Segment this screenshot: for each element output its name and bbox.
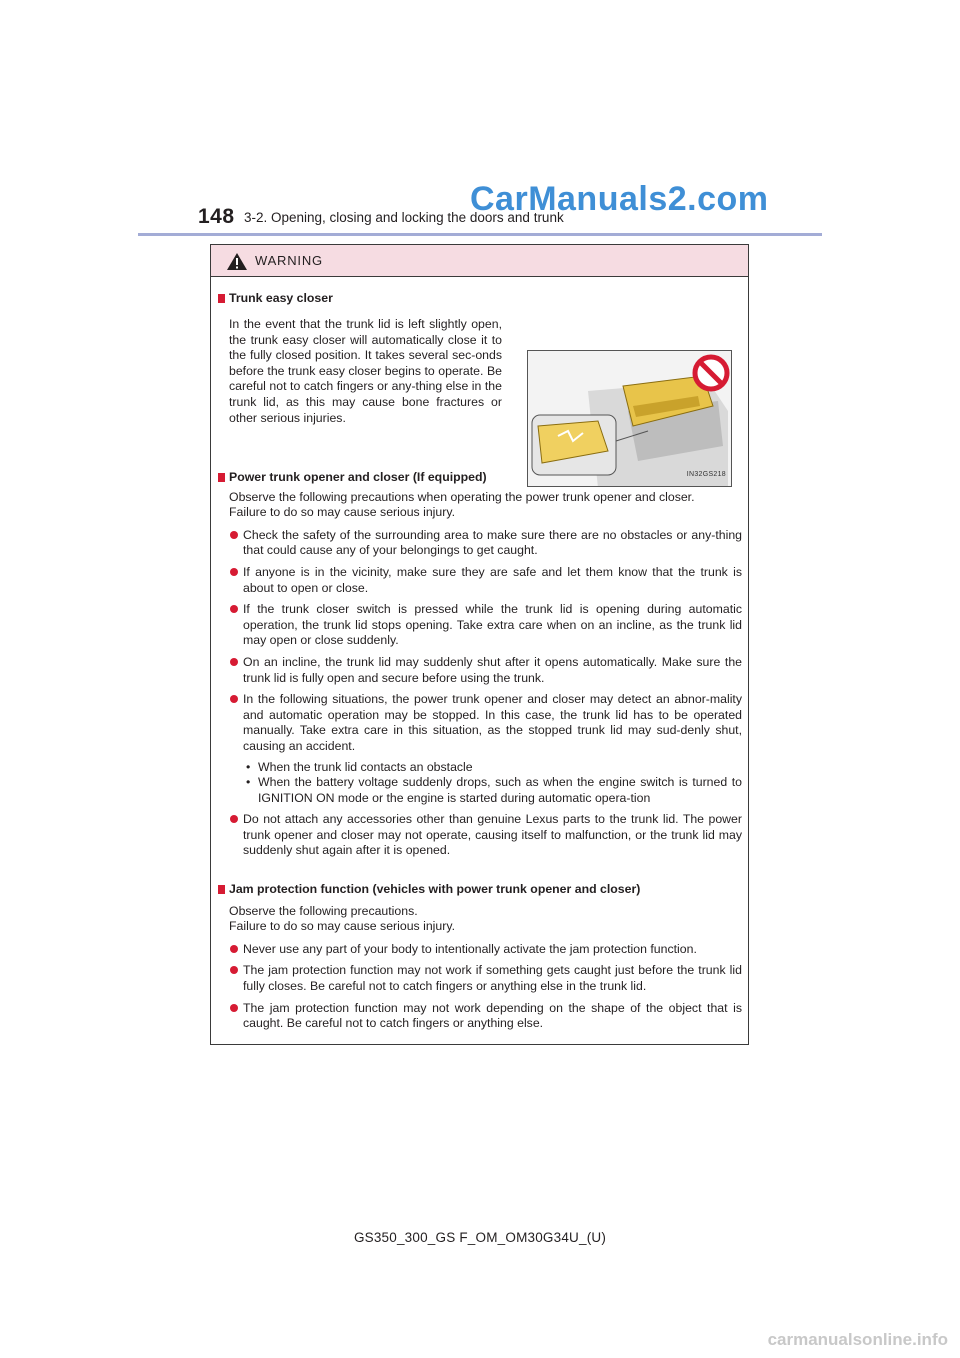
- sub-list: [217, 760, 742, 807]
- warning-label: WARNING: [255, 253, 323, 268]
- section-trunk-easy-closer: [217, 291, 742, 307]
- section-heading: Trunk easy closer: [217, 291, 742, 307]
- list-item: Never use any part of your body to intentionally activate the jam protection function.: [217, 942, 742, 958]
- section-jam-protection: [217, 882, 742, 1032]
- section-title: 3-2. Opening, closing and locking the doors and trunk: [244, 210, 564, 225]
- list-item: In the following situations, the power trunk opener and closer may detect an abnor-mality and automatic operation may be stopped. In this case, the trunk lid has to be operated manually. Take extra care in this situation, as the stopped trunk lid may sud-denly shut, causing an accident.: [217, 692, 742, 754]
- bullet-icon: [230, 658, 238, 666]
- list-item: If anyone is in the vicinity, make sure they are safe and let them know that the trunk is about to open or close.: [217, 565, 742, 596]
- list-item: The jam protection function may not work if something gets caught just before the trunk lid fully closes. Be careful not to catch fingers or anything else in the trunk lid.: [217, 963, 742, 994]
- bullet-icon: [230, 966, 238, 974]
- watermark-logo: CarManuals2.com: [470, 180, 769, 218]
- intro-line: Failure to do so may cause serious injury.: [229, 919, 455, 934]
- section-power-trunk: [217, 470, 742, 859]
- sub-list-item: • When the trunk lid contacts an obstacle: [246, 759, 473, 774]
- bullet-icon: [230, 945, 238, 953]
- warning-box: [210, 244, 749, 1045]
- list-item: On an incline, the trunk lid may suddenly shut after it opens automatically. Make sure the trunk lid is fully open and secure before using the trunk.: [217, 655, 742, 686]
- footer-code: GS350_300_GS F_OM_OM30G34U_(U): [353, 1230, 607, 1245]
- bullet-icon: [230, 568, 238, 576]
- bullet-icon: [230, 1004, 238, 1012]
- list-item: Do not attach any accessories other than genuine Lexus parts to the trunk lid. The power trunk opener and closer may not operate, causing itself to malfunction, or the trunk lid may suddenly shut again after it is opened.: [217, 812, 742, 859]
- list-item: Check the safety of the surrounding area to make sure there are no obstacles or any-thing that could cause any of your belongings to get caught.: [217, 528, 742, 559]
- bullet-icon: [230, 815, 238, 823]
- list-item: If the trunk closer switch is pressed while the trunk lid is opening during automatic operation, the trunk lid stops opening. Take extra care when on an incline, as the trunk lid may open or close suddenly.: [217, 602, 742, 649]
- section-heading: Power trunk opener and closer (If equipped): [217, 470, 742, 486]
- trunk-closer-illustration: [527, 350, 732, 487]
- warning-triangle-icon: [226, 252, 248, 271]
- section-paragraph: In the event that the trunk lid is left slightly open, the trunk easy closer will automatically close it to the fully closed position. It takes several sec-onds before the trunk easy closer begins to operate. Be careful not to catch fingers or any-thing else in the trunk lid, as this may cause bone fractures or other serious injuries.: [229, 317, 502, 425]
- bullet-icon: [230, 695, 238, 703]
- intro-line: Failure to do so may cause serious injury.: [229, 505, 455, 520]
- bullet-icon: [230, 531, 238, 539]
- intro-line: Observe the following precautions.: [229, 903, 418, 918]
- section-intro: [217, 490, 742, 521]
- section-heading: Jam protection function (vehicles with power trunk opener and closer): [217, 882, 742, 898]
- intro-line: Observe the following precautions when operating the power trunk opener and closer.: [229, 489, 695, 504]
- header-rule: [138, 233, 822, 236]
- page-number: 148: [198, 205, 235, 228]
- warning-header: [211, 245, 748, 277]
- bullet-icon: [230, 605, 238, 613]
- list-item: The jam protection function may not work depending on the shape of the object that is caught. Be careful not to catch fingers or anything else.: [217, 1001, 742, 1032]
- illustration-code: IN32GS218: [686, 471, 726, 479]
- footer-watermark: carmanualsonline.info: [767, 1330, 948, 1349]
- sub-list-item: • When the battery voltage suddenly drops, such as when the engine switch is turned to IGNITION ON mode or the engine is started during automatic opera-tion: [246, 775, 742, 805]
- section-intro: [217, 904, 742, 935]
